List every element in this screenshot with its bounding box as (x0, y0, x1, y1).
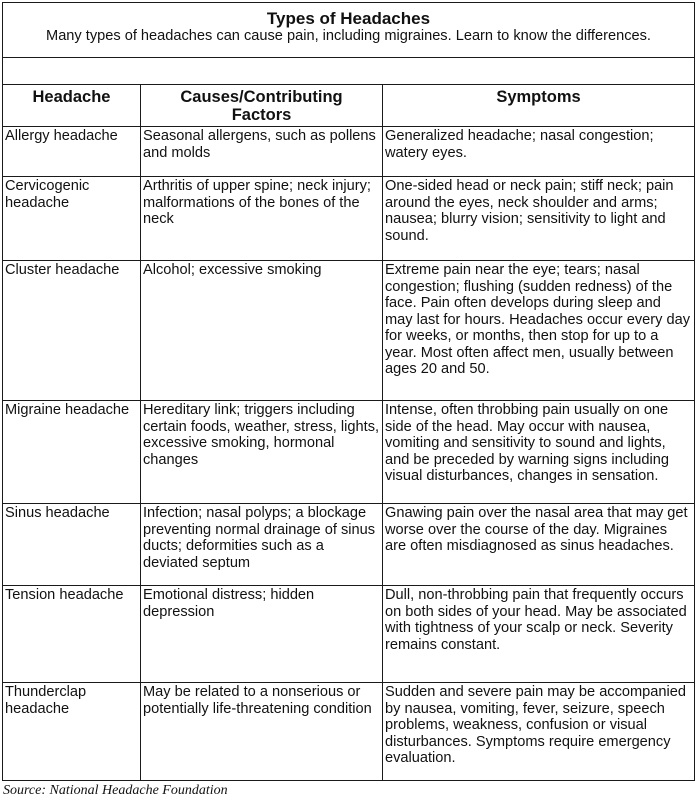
headache-name-cell: Sinus headache (3, 504, 141, 586)
header-row (3, 85, 695, 127)
symptoms-cell: Sudden and severe pain may be accompanied by nausea, vomiting, fever, seizure, speech problems, weakness, confusion or visual disturbances. Symptoms require emergency evaluation. (383, 683, 695, 781)
column-header-headache: Headache (3, 85, 141, 127)
title-cell (3, 3, 695, 58)
column-header-causes: Causes/Contributing Factors (141, 85, 383, 127)
causes-cell: Alcohol; excessive smoking (141, 261, 383, 401)
table-row (3, 504, 695, 586)
table-row (3, 401, 695, 504)
table-row (3, 683, 695, 781)
causes-cell: Hereditary link; triggers including certain foods, weather, stress, lights, excessive smoking, hormonal changes (141, 401, 383, 504)
symptoms-cell: Intense, often throbbing pain usually on one side of the head. May occur with nausea, vomiting and sensitivity to sound and lights, and be preceded by warning signs including visual disturbances, changes in sensation. (383, 401, 695, 504)
table-row (3, 261, 695, 401)
causes-cell: Arthritis of upper spine; neck injury; malformations of the bones of the neck (141, 177, 383, 261)
symptoms-cell: Extreme pain near the eye; tears; nasal congestion; flushing (sudden redness) of the face. Pain often develops during sleep and may last for hours. Headaches occur every day for weeks, or months, then stop for up to a year. Most often affect men, usually between ages 20 and 50. (383, 261, 695, 401)
source-note: Source: National Headache Foundation (3, 783, 228, 798)
causes-cell: Infection; nasal polyps; a blockage preventing normal drainage of sinus ducts; deformities such as a deviated septum (141, 504, 383, 586)
spacer-cell (3, 58, 695, 85)
column-header-symptoms: Symptoms (383, 85, 695, 127)
symptoms-cell: Gnawing pain over the nasal area that may get worse over the course of the day. Migraines are often misdiagnosed as sinus headaches. (383, 504, 695, 586)
document (2, 2, 694, 799)
title-row (3, 3, 695, 58)
headache-name-cell: Migraine headache (3, 401, 141, 504)
symptoms-cell: Generalized headache; nasal congestion; watery eyes. (383, 127, 695, 177)
causes-cell: Emotional distress; hidden depression (141, 586, 383, 683)
spacer-row (3, 58, 695, 85)
headache-name-cell: Cervicogenic headache (3, 177, 141, 261)
table-title: Types of Headaches (266, 9, 431, 28)
headache-name-cell: Allergy headache (3, 127, 141, 177)
headache-name-cell: Cluster headache (3, 261, 141, 401)
table-row (3, 177, 695, 261)
table-subtitle: Many types of headaches can cause pain, including migraines. Learn to know the differences. (46, 28, 651, 44)
symptoms-cell: One-sided head or neck pain; stiff neck; pain around the eyes, neck shoulder and arms; nausea; blurry vision; sensitivity to light and sound. (383, 177, 695, 261)
table-row (3, 586, 695, 683)
headache-types-table (2, 2, 695, 781)
table-row (3, 127, 695, 177)
causes-cell: May be related to a nonserious or potentially life-threatening condition (141, 683, 383, 781)
causes-cell: Seasonal allergens, such as pollens and molds (141, 127, 383, 177)
symptoms-cell: Dull, non-throbbing pain that frequently occurs on both sides of your head. May be associated with tightness of your scalp or neck. Severity remains constant. (383, 586, 695, 683)
headache-name-cell: Tension headache (3, 586, 141, 683)
headache-name-cell: Thunderclap headache (3, 683, 141, 781)
